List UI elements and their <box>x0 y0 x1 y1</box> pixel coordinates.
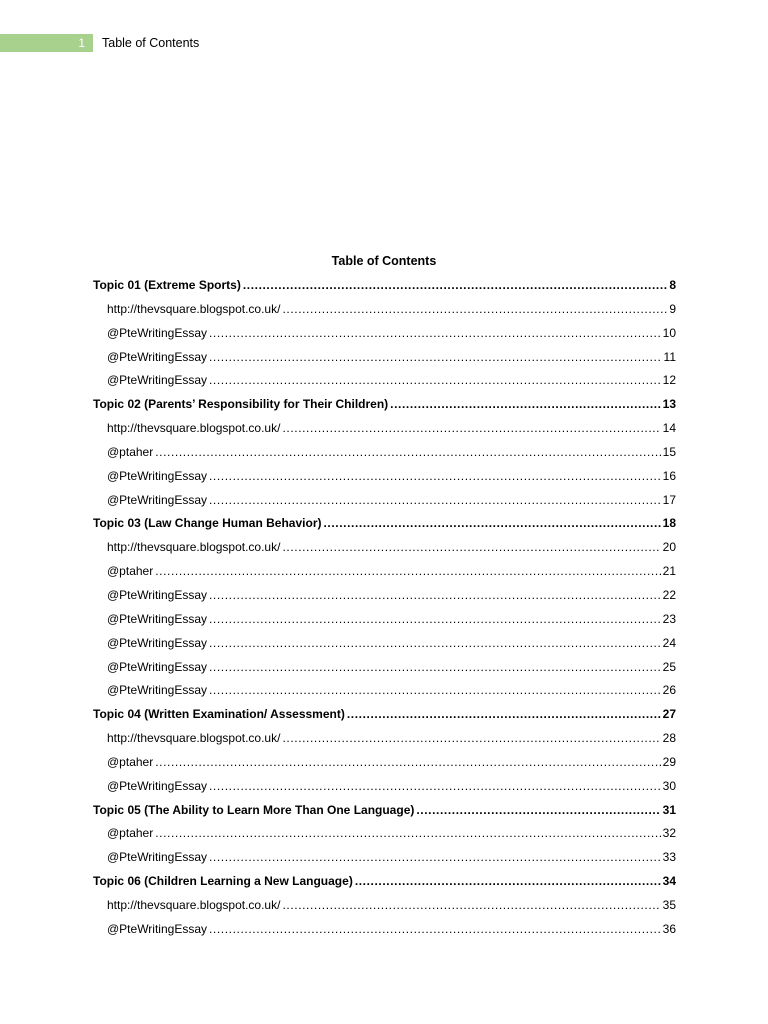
toc-entry-page-number: 24 <box>662 635 676 650</box>
toc-subentry[interactable] <box>93 728 676 752</box>
toc-subentry[interactable] <box>93 633 676 657</box>
toc-entry-label: http://thevsquare.blogspot.co.uk/ <box>107 897 281 912</box>
toc-subentry[interactable] <box>93 823 676 847</box>
toc-entry-page-number: 31 <box>662 802 676 817</box>
toc-subentry[interactable] <box>93 370 676 394</box>
toc-entry-page-number: 33 <box>662 850 676 865</box>
header-page-number: 1 <box>78 36 85 50</box>
toc-entry-page-number: 11 <box>663 349 676 364</box>
toc-entry-page-number: 25 <box>662 659 676 674</box>
toc-entry-page-number: 10 <box>662 325 676 340</box>
toc-subentry[interactable] <box>93 776 676 800</box>
toc-dot-leader <box>243 275 667 295</box>
toc-dot-leader <box>282 537 660 557</box>
toc-dot-leader <box>209 466 661 486</box>
toc-subentry[interactable] <box>93 657 676 681</box>
toc-entry-page-number: 20 <box>662 540 676 555</box>
toc-entry-page-number: 32 <box>662 826 676 841</box>
toc-dot-leader <box>282 895 660 915</box>
toc-entry-label: Topic 04 (Written Examination/ Assessment) <box>93 707 345 722</box>
toc-entry-label: http://thevsquare.blogspot.co.uk/ <box>107 540 281 555</box>
toc-subentry[interactable] <box>93 537 676 561</box>
toc-entry-page-number: 13 <box>662 397 676 412</box>
toc-dot-leader <box>209 919 661 939</box>
toc-dot-leader <box>209 657 661 677</box>
toc-topic-entry[interactable] <box>93 275 676 299</box>
header-title: Table of Contents <box>102 36 200 50</box>
toc-dot-leader <box>355 871 661 891</box>
toc-topic-entry[interactable] <box>93 394 676 418</box>
toc-entry-page-number: 9 <box>669 301 676 316</box>
toc-subentry[interactable] <box>93 466 676 490</box>
toc-entry-page-number: 18 <box>662 516 676 531</box>
toc-subentry[interactable] <box>93 895 676 919</box>
toc-entry-page-number: 14 <box>662 421 676 436</box>
toc-entry-label: @PteWritingEssay <box>107 778 207 793</box>
toc-entry-page-number: 15 <box>662 444 676 459</box>
toc-subentry[interactable] <box>93 442 676 466</box>
toc-entry-label: @PteWritingEssay <box>107 373 207 388</box>
toc-dot-leader <box>209 370 661 390</box>
toc-dot-leader <box>209 847 661 867</box>
toc-entry-label: @ptaher <box>107 754 154 769</box>
toc-topic-entry[interactable] <box>93 513 676 537</box>
toc-subentry[interactable] <box>93 299 676 323</box>
table-of-contents <box>93 275 676 943</box>
toc-entry-label: @PteWritingEssay <box>107 468 207 483</box>
toc-entry-label: @PteWritingEssay <box>107 611 207 626</box>
toc-entry-page-number: 28 <box>662 731 676 746</box>
toc-entry-page-number: 35 <box>662 897 676 912</box>
toc-entry-page-number: 16 <box>662 468 676 483</box>
toc-dot-leader <box>209 633 661 653</box>
toc-entry-label: http://thevsquare.blogspot.co.uk/ <box>107 421 281 436</box>
toc-entry-page-number: 30 <box>662 778 676 793</box>
toc-dot-leader <box>282 299 667 319</box>
toc-entry-label: Topic 06 (Children Learning a New Language) <box>93 874 353 889</box>
toc-dot-leader <box>209 323 661 343</box>
toc-entry-page-number: 12 <box>662 373 676 388</box>
toc-subentry[interactable] <box>93 752 676 776</box>
toc-entry-label: @ptaher <box>107 826 154 841</box>
toc-dot-leader <box>416 800 660 820</box>
toc-subentry[interactable] <box>93 919 676 943</box>
toc-subentry[interactable] <box>93 323 676 347</box>
toc-dot-leader <box>282 418 660 438</box>
toc-entry-label: Topic 05 (The Ability to Learn More Than One Language) <box>93 802 415 817</box>
toc-entry-page-number: 26 <box>662 683 676 698</box>
toc-entry-page-number: 8 <box>669 278 676 292</box>
toc-entry-page-number: 22 <box>662 587 676 602</box>
toc-entry-page-number: 23 <box>662 611 676 626</box>
toc-subentry[interactable] <box>93 347 676 371</box>
toc-entry-label: Topic 01 (Extreme Sports) <box>93 278 241 292</box>
toc-entry-label: @PteWritingEssay <box>107 587 207 602</box>
toc-entry-label: @PteWritingEssay <box>107 325 207 340</box>
toc-entry-label: @ptaher <box>107 564 154 579</box>
toc-subentry[interactable] <box>93 585 676 609</box>
toc-entry-label: http://thevsquare.blogspot.co.uk/ <box>107 731 281 746</box>
toc-heading: Table of Contents <box>331 254 437 268</box>
toc-subentry[interactable] <box>93 561 676 585</box>
toc-entry-label: @PteWritingEssay <box>107 659 207 674</box>
toc-dot-leader <box>155 823 660 843</box>
toc-dot-leader <box>209 609 661 629</box>
toc-dot-leader <box>209 347 662 367</box>
toc-entry-page-number: 21 <box>662 564 676 579</box>
toc-subentry[interactable] <box>93 490 676 514</box>
toc-entry-label: @PteWritingEssay <box>107 492 207 507</box>
toc-dot-leader <box>209 680 661 700</box>
toc-topic-entry[interactable] <box>93 871 676 895</box>
toc-dot-leader <box>390 394 660 414</box>
toc-entry-label: @ptaher <box>107 444 154 459</box>
toc-dot-leader <box>347 704 661 724</box>
toc-subentry[interactable] <box>93 609 676 633</box>
toc-dot-leader <box>155 561 660 581</box>
toc-subentry[interactable] <box>93 847 676 871</box>
toc-entry-page-number: 17 <box>662 492 676 507</box>
toc-dot-leader <box>209 776 661 796</box>
toc-topic-entry[interactable] <box>93 800 676 824</box>
toc-entry-label: @PteWritingEssay <box>107 850 207 865</box>
toc-dot-leader <box>209 585 661 605</box>
toc-dot-leader <box>155 752 660 772</box>
toc-dot-leader <box>282 728 660 748</box>
toc-entry-label: Topic 02 (Parents’ Responsibility for Their Children) <box>93 397 389 412</box>
toc-entry-label: @PteWritingEssay <box>107 921 207 936</box>
toc-entry-label: Topic 03 (Law Change Human Behavior) <box>93 516 322 531</box>
toc-dot-leader <box>209 490 661 510</box>
toc-dot-leader <box>155 442 660 462</box>
toc-entry-label: @PteWritingEssay <box>107 683 207 698</box>
toc-entry-label: @PteWritingEssay <box>107 635 207 650</box>
toc-entry-page-number: 36 <box>662 921 676 936</box>
toc-entry-label: @PteWritingEssay <box>107 349 207 364</box>
toc-entry-label: http://thevsquare.blogspot.co.uk/ <box>107 301 281 316</box>
toc-dot-leader <box>323 513 660 533</box>
toc-entry-page-number: 34 <box>662 874 676 889</box>
toc-subentry[interactable] <box>93 418 676 442</box>
toc-subentry[interactable] <box>93 680 676 704</box>
toc-entry-page-number: 29 <box>662 754 676 769</box>
toc-entry-page-number: 27 <box>662 707 676 722</box>
toc-topic-entry[interactable] <box>93 704 676 728</box>
